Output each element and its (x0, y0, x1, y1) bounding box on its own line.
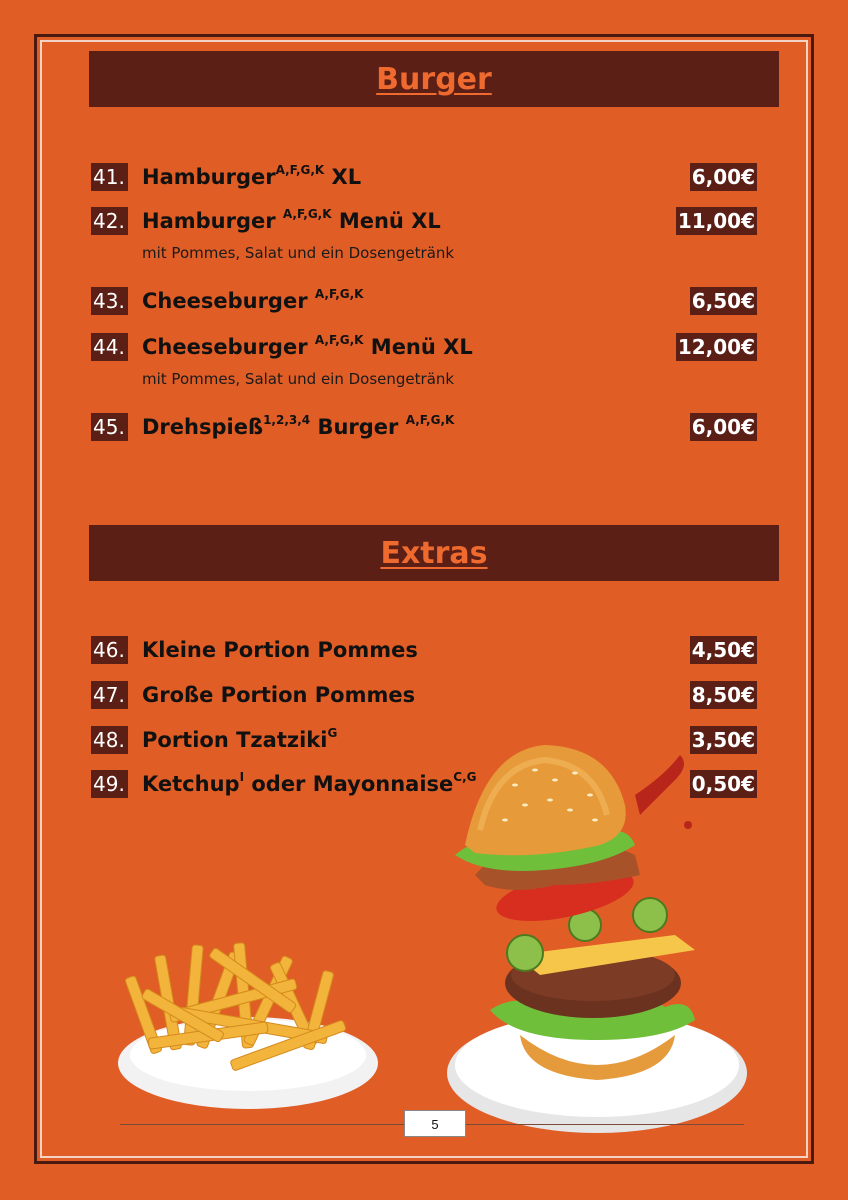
item-price: 3,50€ (691, 728, 755, 752)
item-number: 46. (91, 636, 128, 664)
extras-section-banner (89, 525, 779, 581)
item-price: 4,50€ (691, 638, 755, 662)
item-number: 49. (91, 770, 128, 798)
item-price: 0,50€ (691, 772, 755, 796)
item-description: mit Pommes, Salat und ein Dosengetränk (142, 244, 455, 262)
item-number: 47. (91, 681, 128, 709)
item-name: Cheeseburger $^{A,F,G,K}$ Menü XL (142, 333, 473, 359)
burger-section-title: Burger (376, 61, 492, 97)
burger-section-banner (89, 51, 779, 107)
menu-item-47 (91, 681, 757, 711)
extras-section-title: Extras (380, 535, 488, 571)
menu-item-42 (91, 207, 757, 237)
item-number: 48. (91, 726, 128, 754)
page-number: 5 (404, 1110, 466, 1137)
menu-item-45 (91, 413, 757, 443)
item-price: 11,00€ (677, 209, 755, 233)
item-price: 6,00€ (691, 415, 755, 439)
item-number: 44. (91, 333, 128, 361)
item-name: Ketchup$^I$ oder Mayonnaise$^{C,G}$ (142, 770, 477, 796)
item-price: 6,50€ (691, 289, 755, 313)
item-name: Drehspieß$^{1,2,3,4}$ Burger $^{A,F,G,K}$ (142, 413, 455, 439)
french-fries-image (108, 935, 393, 1120)
item-name: Hamburger $^{A,F,G,K}$ Menü XL (142, 207, 441, 233)
item-description: mit Pommes, Salat und ein Dosengetränk (142, 370, 455, 388)
burger-image (425, 735, 755, 1150)
item-price: 6,00€ (691, 165, 755, 189)
item-name: Cheeseburger $^{A,F,G,K}$ (142, 287, 364, 313)
item-name: Hamburger$^{A,F,G,K}$ XL (142, 163, 362, 189)
item-number: 41. (91, 163, 128, 191)
menu-item-41 (91, 163, 757, 193)
item-name: Große Portion Pommes (142, 683, 416, 707)
item-number: 45. (91, 413, 128, 441)
item-name: Kleine Portion Pommes (142, 638, 418, 662)
item-number: 42. (91, 207, 128, 235)
menu-item-46 (91, 636, 757, 666)
menu-item-43 (91, 287, 757, 317)
item-price: 12,00€ (677, 335, 755, 359)
menu-item-44 (91, 333, 757, 363)
item-price: 8,50€ (691, 683, 755, 707)
item-name: Portion Tzatziki$^G$ (142, 726, 338, 752)
item-number: 43. (91, 287, 128, 315)
